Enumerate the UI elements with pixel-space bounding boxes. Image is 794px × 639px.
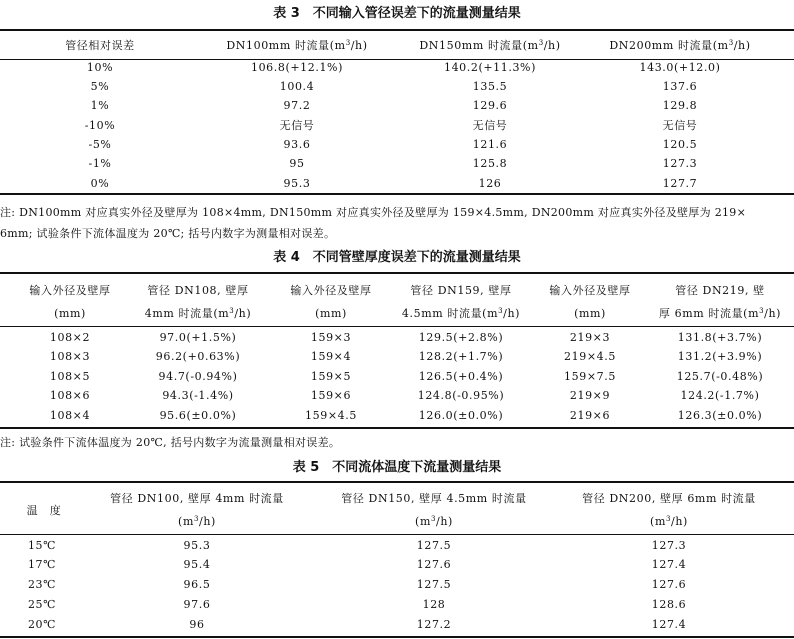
table3-cell: 143.0(+12.0) [639,61,721,74]
table3-cell: 129.8 [662,99,698,112]
table4-caption: 表 4 不同管壁厚度误差下的流量测量结果 [273,250,521,265]
table5-header-rule [0,534,794,535]
table3-cell: 93.6 [283,138,311,151]
table4-cell: 108×2 [49,331,91,344]
table5-header-cell: $(m^3/h)$ [650,515,688,528]
table3-top-rule [0,29,794,31]
table5-cell: 127.6 [651,578,687,591]
table4-top-rule [0,272,794,274]
table5-cell: 20℃ [27,618,57,631]
table3-header-rule [0,59,794,60]
table4-cell: 159×6 [310,389,352,402]
table3-cell: -5% [88,138,112,151]
table3-cell: -10% [84,119,116,132]
table5-cell: 97.6 [183,598,211,611]
table5-header-cell: 管径 DN200, 壁厚 6mm 时流量 [582,492,756,505]
table5-header-cell: $(m^3/h)$ [415,515,453,528]
table5-cell: 128.6 [651,598,687,611]
table5-cell: 127.4 [651,618,687,631]
table4-cell: 129.5(+2.8%) [418,331,504,344]
table3-cell: 121.6 [472,138,508,151]
table3-cell: 127.7 [662,177,698,190]
table5-cell: 96 [189,618,205,631]
table4-header-cell: (mm) [54,307,86,320]
table4-cell: 131.2(+3.9%) [677,350,763,363]
table3-cell: 1% [90,99,110,112]
table4-cell: 97.0(+1.5%) [159,331,237,344]
table5-cell: 25℃ [27,598,57,611]
table4-cell: 125.7(-0.48%) [676,370,764,383]
table4-cell: 96.2(+0.63%) [155,350,241,363]
table3-cell: 5% [90,80,110,93]
table5-cell: 127.2 [416,618,452,631]
table3-cell: 10% [86,61,114,74]
table4-header-cell: (mm) [315,307,347,320]
table3-cell: 100.4 [279,80,315,93]
table4-cell: 219×3 [569,331,611,344]
table5-caption: 表 5 不同流体温度下流量测量结果 [292,460,502,475]
table3-caption: 表 3 不同输入管径误差下的流量测量结果 [273,6,521,21]
table4-header-cell: 管径 DN108, 壁厚 [147,284,249,297]
table4-header-cell: (mm) [574,307,606,320]
table4-header-cell: 输入外径及壁厚 [290,284,372,297]
table4-cell: 126.0(±0.0%) [418,409,504,422]
table4-cell: 94.7(-0.94%) [158,370,238,383]
table3-cell: -1% [88,157,112,170]
table3-cell: 无信号 [279,119,315,132]
table4-cell: 159×3 [310,331,352,344]
table3-cell: 106.8(+12.1%) [250,61,344,74]
table3-cell: 0% [90,177,110,190]
table4-cell: 219×6 [569,409,611,422]
table4-cell: 95.6(±0.0%) [159,409,237,422]
table3-header-cell: DN100mm 时流量$(m^3/h)$ [226,39,368,52]
table5-cell: 96.5 [183,578,211,591]
table3-cell: 无信号 [662,119,698,132]
table5-cell: 128 [422,598,446,611]
table3-cell: 140.2(+11.3%) [443,61,537,74]
table5-cell: 95.4 [183,558,211,571]
table3-cell: 135.5 [472,80,508,93]
table4-header-cell: 输入外径及壁厚 [29,284,111,297]
table3-cell: 97.2 [283,99,311,112]
table5-header-cell: 管径 DN150, 壁厚 4.5mm 时流量 [341,492,527,505]
table4-cell: 126.5(+0.4%) [418,370,504,383]
table4-cell: 108×4 [49,409,91,422]
table4-cell: 159×7.5 [564,370,616,383]
table4-header-cell: 管径 DN219, 壁 [675,284,765,297]
table3-header-cell: 管径相对误差 [65,39,135,52]
table5-cell: 15℃ [27,539,57,552]
table5-header-temperature: 温 度 [26,504,62,517]
table5-top-rule [0,481,794,483]
table5-cell: 127.5 [416,578,452,591]
table4-header-rule [0,326,794,327]
table4-cell: 159×4.5 [305,409,357,422]
table5-cell: 127.5 [416,539,452,552]
table4-bottom-rule [0,427,794,429]
table3-cell: 无信号 [472,119,508,132]
table3-cell: 126 [478,177,502,190]
table4-header-cell: 4mm 时流量$(m^3/h)$ [144,307,252,320]
table3-cell: 95 [289,157,305,170]
table4-cell: 219×9 [569,389,611,402]
table3-cell: 137.6 [662,80,698,93]
table5-cell: 127.6 [416,558,452,571]
table3-cell: 127.3 [662,157,698,170]
table4-cell: 124.2(-1.7%) [680,389,760,402]
table4-cell: 124.8(-0.95%) [417,389,505,402]
table5-cell: 127.3 [651,539,687,552]
table4-cell: 131.8(+3.7%) [677,331,763,344]
table5-cell: 127.4 [651,558,687,571]
table4-header-cell: 厚 6mm 时流量$(m^3/h)$ [658,307,782,320]
table4-cell: 108×5 [49,370,91,383]
table4-cell: 108×6 [49,389,91,402]
table4-note: 注: 试验条件下流体温度为 20℃, 括号内数字为流量测量相对误差。 [0,436,341,449]
table4-cell: 126.3(±0.0%) [677,409,763,422]
table4-cell: 128.2(+1.7%) [418,350,504,363]
table5-cell: 23℃ [27,578,57,591]
table3-note-line2: 6mm; 试验条件下流体温度为 20℃; 括号内数字为测量相对误差。 [0,227,336,240]
table5-cell: 17℃ [27,558,57,571]
table3-cell: 129.6 [472,99,508,112]
table4-cell: 94.3(-1.4%) [162,389,234,402]
table4-header-cell: 输入外径及壁厚 [549,284,631,297]
table4-header-cell: 管径 DN159, 壁厚 [410,284,512,297]
table4-cell: 159×5 [310,370,352,383]
table5-header-cell: $(m^3/h)$ [178,515,216,528]
table3-header-cell: DN150mm 时流量$(m^3/h)$ [419,39,561,52]
table4-header-cell: 4.5mm 时流量$(m^3/h)$ [401,307,521,320]
table3-bottom-rule [0,193,794,195]
table3-note-line1: 注: DN100mm 对应真实外径及壁厚为 108×4mm, DN150mm 对应真实外径及壁厚为 159×4.5mm, DN200mm 对应真实外径及壁厚为 219× [0,206,747,219]
table5-cell: 95.3 [183,539,211,552]
table5-bottom-rule [0,636,794,638]
table3-cell: 120.5 [662,138,698,151]
table3-cell: 95.3 [283,177,311,190]
table4-cell: 108×3 [49,350,91,363]
table4-cell: 219×4.5 [564,350,616,363]
table3-cell: 125.8 [472,157,508,170]
table3-header-cell: DN200mm 时流量$(m^3/h)$ [609,39,751,52]
table4-cell: 159×4 [310,350,352,363]
table5-header-cell: 管径 DN100, 壁厚 4mm 时流量 [110,492,284,505]
